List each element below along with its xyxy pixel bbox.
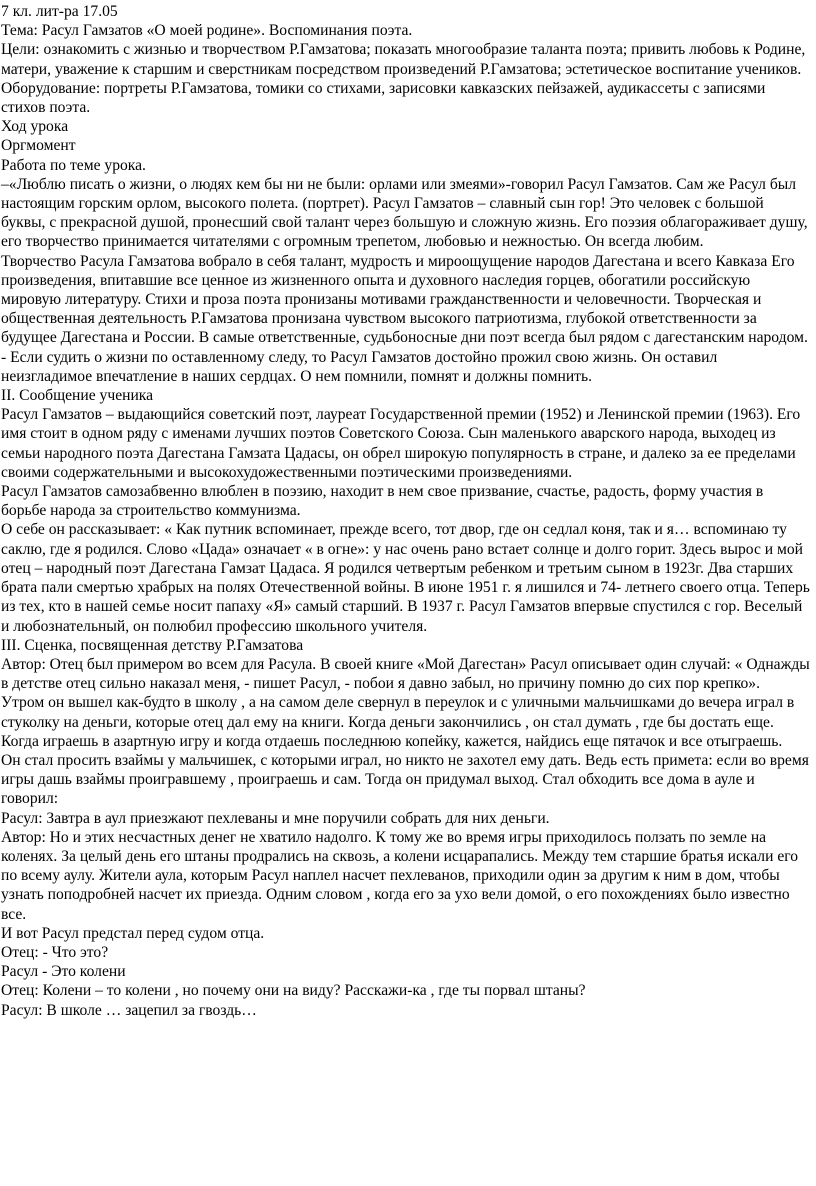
father-line-2: Отец: Колени – то колени , но почему они на виду? Расскажи-ка , где ты порвал штаны? — [1, 982, 586, 1000]
trial-line: И вот Расул предстал перед судом отца. — [1, 924, 265, 942]
lesson-header: 7 кл. лит-ра 17.05 — [1, 3, 118, 20]
work-on-topic: Работа по теме урока. — [1, 156, 146, 174]
father-line-1: Отец: - Что это? — [1, 943, 109, 961]
poetry-love-paragraph: Расул Гамзатов самозабвенно влюблен в поэзию, находит в нем свое призвание, счастье, радость, форму участия в борьбе народа за строительство коммунизма. — [1, 483, 764, 520]
borrow-paragraph: Он стал просить взаймы у мальчишек, с которыми играл, но никто не захотел ему дать. Ведь есть примета: если во время игры дашь взаймы проигравшему , проиграешь и сам. Тогда он придумал выход. Стал обходить все дома в ауле и говорил: — [1, 751, 809, 808]
biography-paragraph: Расул Гамзатов – выдающийся советский поэт, лауреат Государственной премии (1952) и Ленинской премии (1963). Его имя стоит в одном ряду с именами лучших поэтов Советского Союза. Сын маленького аварского народа, выходец из семьи народного поэта Дагестана Гамзата Цадасы, он обрел широкую популярность в стране, и далеко за ее пределами своими содержательными и высокохудожественными поэтическими произведениями. — [1, 406, 801, 481]
section-student-report: II. Сообщение ученика — [1, 387, 154, 405]
section-scene: III. Сценка, посвященная детству Р.Гамзатова — [1, 636, 304, 654]
life-trace-paragraph: - Если судить о жизни по оставленному следу, то Расул Гамзатов достойно прожил свою жизнь. Он оставил неизгладимое впечатление в наших сердцах. О нем помнили, помнят и должны помнить. — [1, 348, 718, 385]
author-line-1: Автор: Отец был примером во всем для Расула. В своей книге «Мой Дагестан» Расул описывает один случай: « Однажды в детстве отец сильно наказал меня, - пишет Расул, - побои я давно забыл, но причину помню до сих пор крепко». — [1, 655, 810, 693]
lesson-topic: Тема: Расул Гамзатов «О моей родине». Воспоминания поэта. — [1, 22, 413, 40]
org-moment: Оргмомент — [1, 137, 76, 155]
lesson-goals: Цели: ознакомить с жизнью и творчеством Р.Гамзатова; показать многообразие таланта поэта; привить любовь к Родине, матери, уважение к старшим и сверстникам посредством произведений Р.Гамзатова; эстетическое воспитание учеников. — [1, 41, 806, 78]
rasul-line-2: Расул - Это колени — [1, 963, 126, 981]
intro-paragraph: –«Люблю писать о жизни, о людях кем бы ни не были: орлами или змеями»-говорил Расул Гамзатов. Сам же Расул был настоящим горским орлом, высокого полета. (портрет). Расул Гамзатов – славный сын гор! Это человек с большой буквы, с прекрасной душой, пронесший свой талант через большую и сложную жизнь. Его поэзия облагораживает душу, его творчество принимается читателями с огромным трепетом, любовью и нежностью. Он всегда любим. — [1, 175, 808, 251]
morning-paragraph: Утром он вышел как-будто в школу , а на самом деле свернул в переулок и с уличными мальчишками до вечера играл в стуколку на деньги, которые отец дал ему на книги. Когда деньги закончились , он стал думать , где бы достать еще. Когда играешь в азартную игру и когда отдаешь последнюю копейку, кажется, найдись еще пятачок и все отыграешь. — [1, 694, 795, 750]
rasul-line-3: Расул: В школе … зацепил за гвоздь… — [1, 1001, 257, 1019]
rasul-line-1: Расул: Завтра в аул приезжают пехлеваны и мне поручили собрать для них деньги. — [1, 809, 550, 827]
self-story-paragraph: О себе он рассказывает: « Как путник вспоминает, прежде всего, тот двор, где он седлал коня, так и я… вспоминаю ту саклю, где я родился. Слово «Цада» означает « в огне»: у нас очень рано встает солнце и долго горит. Здесь вырос и мой отец – народный поэт Дагестана Гамзат Цадаса. Я родился четвертым ребенком и третьим сыном в 1923г. Два старших брата пали смертью храбрых на полях Отечественной войны. В июне 1951 г. я лишился и 74- летнего своего отца. Теперь из тех, кто в нашей семье носит папаху «Я» самый старший. В 1937 г. Расул Гамзатов впервые спустился с гор. Веселый и любознательный, он полюбил профессию школьного учителя. — [1, 521, 810, 635]
lesson-flow-heading: Ход урока — [1, 118, 69, 136]
author-line-2: Автор: Но и этих несчастных денег не хватило надолго. К тому же во время игры приходилось ползать по земле на коленях. За целый день его штаны продрались на сквозь, а колени исцарапались. Между тем старшие братья искали его по всему аулу. Жители аула, которым Расул наплел насчет пехлеванов, приходили один за другим к ним в дом, чтобы узнать поподробней насчет их приезда. Одним словом , когда его за ухо вели домой, о его похождениях было известно все. — [1, 828, 799, 923]
creativity-paragraph: Творчество Расула Гамзатова вобрало в себя талант, мудрость и мироощущение народов Дагестана и всего Кавказа Его произведения, впитавшие все ценное из жизненного опыта и духовного наследия горцев, обогатили российскую мировую литературу. Стихи и проза поэта пронизаны мотивами гражданственности и человечности. Творческая и общественная деятельность Р.Гамзатова пронизана чувством высокого патриотизма, глубокой ответственности за будущее Дагестана и России. В самые ответственные, судьбоносные дни поэт всегда был рядом с дагестанским народом. — [1, 252, 808, 347]
lesson-equipment: Оборудование: портреты Р.Гамзатова, томики со стихами, зарисовки кавказских пейзажей, аудикассеты с записями стихов поэта. — [1, 79, 766, 117]
